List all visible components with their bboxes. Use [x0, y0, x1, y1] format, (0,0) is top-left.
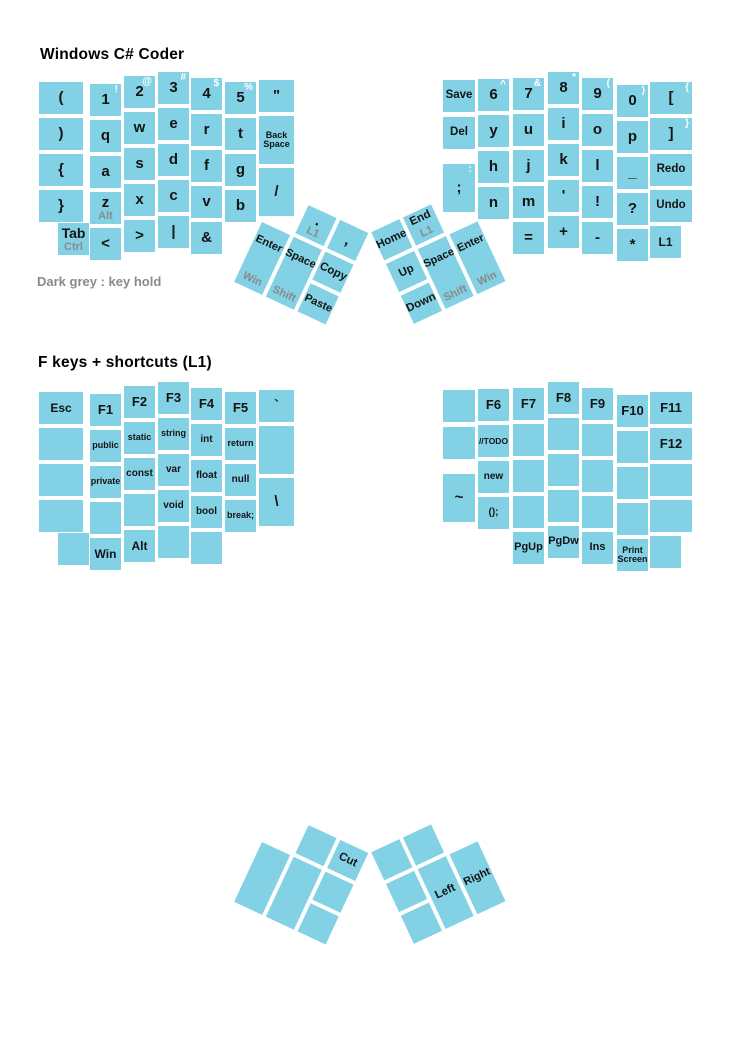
layer2-title: F keys + shortcuts (L1)	[38, 354, 212, 371]
key-blank	[617, 431, 648, 463]
key-label: )	[58, 125, 64, 143]
key-label: static	[127, 432, 152, 443]
key-s	[124, 148, 155, 180]
key-label: -	[595, 229, 600, 247]
key-ampersand	[191, 222, 222, 254]
key-label: i	[561, 115, 566, 133]
key-hold-label: Ctrl	[64, 241, 83, 253]
key-label: k	[559, 151, 568, 169]
key-label: |	[171, 223, 176, 241]
key-label: Print Screen	[617, 544, 648, 564]
key-label: 0	[628, 92, 637, 110]
layer1-title: Windows C# Coder	[40, 46, 185, 63]
key-w	[124, 112, 155, 144]
key-shift-label: (	[606, 78, 610, 89]
key-backslash	[259, 478, 294, 526]
key-del	[443, 117, 475, 149]
key-u	[513, 114, 544, 146]
key-public	[90, 430, 121, 462]
key-e	[158, 108, 189, 140]
key-label: j	[526, 157, 531, 175]
key-blank	[191, 532, 222, 564]
key-label: n	[488, 194, 499, 212]
key-ins	[582, 532, 613, 564]
key-label: Down	[404, 290, 438, 315]
key-blank	[90, 502, 121, 534]
key-label: F1	[97, 402, 114, 418]
key-t	[225, 118, 256, 150]
key-label: Redo	[656, 163, 686, 176]
key-label: +	[559, 223, 568, 241]
key-label: d	[168, 151, 179, 169]
key-shift-label: }	[685, 118, 689, 129]
key-label: s	[135, 155, 144, 173]
key-label: private	[90, 476, 121, 487]
key-f	[191, 150, 222, 182]
key-3	[158, 72, 189, 104]
key-label: p	[627, 128, 638, 146]
key-f5	[225, 392, 256, 424]
key-brace-close	[39, 190, 83, 222]
key-float	[191, 460, 222, 492]
key-string	[158, 418, 189, 450]
key-2	[124, 76, 155, 108]
key-hold-label: Shift	[270, 283, 298, 305]
key-8	[548, 72, 579, 104]
key-label: ();	[488, 506, 499, 518]
key-f2	[124, 386, 155, 418]
key-f11	[650, 392, 692, 424]
key-tilde	[443, 474, 475, 522]
key-label: 4	[202, 85, 211, 103]
key-label: new	[483, 470, 504, 482]
key-label: F5	[232, 400, 249, 416]
key-label: PgDw	[548, 535, 579, 548]
key-label: w	[133, 119, 146, 137]
key-shift-label: %	[244, 82, 253, 93]
key-esc	[39, 392, 83, 424]
key-slash	[259, 168, 294, 216]
key-label: Esc	[50, 400, 72, 415]
key-blank	[513, 460, 544, 492]
key-hold-label: L1	[304, 224, 322, 241]
key-label: F12	[659, 436, 683, 452]
key-apostrophe	[548, 180, 579, 212]
key-label: z	[101, 194, 110, 211]
key-p	[617, 121, 648, 153]
key-label: var	[165, 463, 181, 475]
legend-key-hold: Dark grey : key hold	[37, 274, 162, 289]
key-shift-label: *	[572, 72, 576, 83]
key-0	[617, 85, 648, 117]
key-label: h	[488, 158, 499, 176]
key-f4	[191, 388, 222, 420]
key-l1	[650, 226, 681, 258]
key-label: F9	[589, 396, 606, 412]
key-label: o	[592, 121, 603, 139]
key-label: Tab	[61, 225, 86, 241]
key-todo	[478, 425, 509, 457]
key-label: *	[629, 236, 636, 254]
key-label: Right	[461, 865, 493, 889]
key-label: PgUp	[514, 541, 543, 554]
key-shift-label: #	[180, 72, 186, 83]
key-alt	[124, 530, 155, 562]
key-label: int	[200, 433, 213, 445]
key-undo	[650, 190, 692, 222]
key-1	[90, 84, 121, 116]
key-double-quote	[259, 80, 294, 112]
key-blank	[158, 526, 189, 558]
key-greater-than	[124, 220, 155, 252]
key-var	[158, 454, 189, 486]
key-label: Copy	[317, 259, 349, 283]
key-print-screen	[617, 539, 648, 571]
key-label: const	[126, 467, 153, 479]
key-label: bool	[195, 505, 218, 517]
key-label: public	[92, 440, 119, 451]
key-exclamation	[582, 186, 613, 218]
key-label: Paste	[302, 291, 335, 315]
key-label: u	[523, 121, 534, 139]
key-label: 6	[489, 86, 498, 104]
key-label: l	[595, 157, 600, 175]
key-label: f	[204, 157, 209, 175]
key-x	[124, 184, 155, 216]
key-label: v	[202, 193, 211, 211]
key-label: g	[235, 161, 246, 179]
key-bracket-open	[650, 82, 692, 114]
key-blank	[650, 536, 681, 568]
key-label: F4	[198, 396, 215, 412]
key-shift-label: !	[114, 84, 118, 95]
key-4	[191, 78, 222, 110]
key-tab	[58, 223, 89, 255]
key-label: F8	[555, 390, 572, 406]
key-blank	[650, 464, 692, 496]
key-parens-semicolon	[478, 497, 509, 529]
key-q	[90, 120, 121, 152]
key-return	[225, 428, 256, 460]
key-plus	[548, 216, 579, 248]
key-blank	[39, 428, 83, 460]
key-label: Space	[283, 246, 318, 272]
key-label: t	[238, 125, 243, 143]
key-semicolon	[443, 164, 475, 212]
key-blank	[548, 490, 579, 522]
key-label: >	[135, 227, 144, 245]
key-shift-label: {	[685, 82, 689, 93]
key-shift-label: $	[213, 78, 219, 89]
key-label: y	[489, 122, 498, 140]
key-label: 5	[236, 89, 245, 107]
key-label: Alt	[131, 538, 148, 553]
key-label: Enter	[253, 232, 285, 256]
key-label: ?	[627, 200, 638, 218]
key-label: F10	[621, 403, 644, 419]
key-label: void	[163, 499, 184, 511]
key-l	[582, 150, 613, 182]
key-pgup	[513, 532, 544, 564]
key-f12	[650, 428, 692, 460]
key-shift-label: @	[142, 76, 152, 87]
key-brace-open	[39, 154, 83, 186]
key-pgdw	[548, 526, 579, 558]
key-const	[124, 458, 155, 490]
key-paren-open	[39, 82, 83, 114]
key-label: Cut	[336, 850, 360, 870]
key-label: c	[169, 187, 178, 205]
key-label: F2	[131, 394, 148, 410]
key-label: End	[407, 208, 433, 229]
key-label: .	[312, 212, 324, 230]
key-label: Ins	[589, 541, 606, 554]
key-label: Home	[374, 226, 409, 252]
key-label: a	[101, 163, 110, 181]
key-label: Win	[94, 546, 117, 561]
key-y	[478, 115, 509, 147]
key-label: Left	[433, 881, 458, 902]
key-label: !	[595, 193, 600, 211]
key-k	[548, 144, 579, 176]
key-f1	[90, 394, 121, 426]
key-shift-label: )	[641, 85, 645, 96]
key-label: Back Space	[263, 129, 290, 149]
key-label: F6	[485, 397, 502, 413]
key-m	[513, 186, 544, 218]
key-bool	[191, 496, 222, 528]
key-r	[191, 114, 222, 146]
key-blank	[582, 424, 613, 456]
key-label: Space	[421, 245, 457, 271]
key-shift-label: &	[533, 78, 541, 89]
key-blank	[650, 500, 692, 532]
key-minus	[582, 222, 613, 254]
key-label: F11	[660, 400, 682, 416]
key-label: //TODO	[478, 435, 509, 446]
key-hold-label: Win	[475, 268, 499, 289]
key-question	[617, 193, 648, 225]
key-label: e	[169, 115, 178, 133]
key-underscore	[617, 157, 648, 189]
key-pipe	[158, 216, 189, 248]
key-equals	[513, 222, 544, 254]
key-label: '	[561, 187, 566, 205]
key-label: ]	[668, 125, 674, 143]
key-static	[124, 422, 155, 454]
key-c	[158, 180, 189, 212]
key-9	[582, 78, 613, 110]
key-label: float	[195, 469, 218, 481]
key-blank	[39, 464, 83, 496]
key-a	[90, 156, 121, 188]
key-label: \	[274, 493, 279, 511]
key-label: `	[274, 397, 279, 415]
key-label: 7	[524, 85, 533, 103]
key-label: L1	[658, 234, 673, 249]
key-blank	[582, 460, 613, 492]
key-f3	[158, 382, 189, 414]
key-blank	[513, 424, 544, 456]
key-label: F3	[165, 390, 182, 406]
key-label: "	[272, 87, 281, 105]
key-label: [	[668, 89, 674, 107]
key-save	[443, 80, 475, 112]
key-label: q	[100, 127, 111, 145]
key-blank	[548, 454, 579, 486]
key-back-space	[259, 116, 294, 164]
key-shift-label: ^	[500, 79, 506, 90]
key-label: {	[58, 161, 64, 179]
key-blank	[443, 390, 475, 422]
key-label: Save	[445, 89, 473, 102]
key-blank	[259, 426, 294, 474]
key-break	[225, 500, 256, 532]
key-hold-label: Shift	[441, 282, 470, 305]
key-label: r	[203, 121, 210, 139]
key-label: 1	[101, 91, 110, 109]
key-h	[478, 151, 509, 183]
key-blank	[548, 418, 579, 450]
key-label: 3	[169, 79, 178, 97]
key-win	[90, 538, 121, 570]
key-label: m	[521, 193, 536, 211]
key-label: null	[231, 473, 250, 485]
key-blank	[443, 427, 475, 459]
key-backtick	[259, 390, 294, 422]
key-label: }	[58, 197, 64, 215]
key-label: /	[274, 183, 279, 201]
key-int	[191, 424, 222, 456]
key-blank	[617, 503, 648, 535]
key-redo	[650, 154, 692, 186]
key-label: b	[235, 197, 246, 215]
key-5	[225, 82, 256, 114]
key-f10	[617, 395, 648, 427]
key-label: _	[628, 164, 637, 182]
key-f9	[582, 388, 613, 420]
key-o	[582, 114, 613, 146]
key-label: ,	[342, 231, 354, 249]
key-blank	[513, 496, 544, 528]
key-i	[548, 108, 579, 140]
key-f6	[478, 389, 509, 421]
key-7	[513, 78, 544, 110]
key-label: Del	[450, 126, 468, 139]
key-hold-label: Alt	[98, 210, 113, 222]
key-hold-label: Win	[240, 269, 265, 289]
key-b	[225, 190, 256, 222]
key-blank	[582, 496, 613, 528]
key-g	[225, 154, 256, 186]
key-label: Up	[396, 262, 416, 280]
key-d	[158, 144, 189, 176]
key-v	[191, 186, 222, 218]
key-label: x	[135, 191, 144, 209]
key-label: ;	[456, 179, 462, 197]
key-n	[478, 187, 509, 219]
key-hold-label: L1	[418, 223, 436, 240]
key-label: return	[227, 438, 254, 449]
key-f7	[513, 388, 544, 420]
key-f8	[548, 382, 579, 414]
key-label: Undo	[656, 199, 686, 212]
key-label: ~	[454, 489, 464, 507]
key-label: (	[58, 89, 64, 107]
key-j	[513, 150, 544, 182]
key-new	[478, 461, 509, 493]
key-label: Enter	[455, 231, 486, 255]
key-label: F7	[520, 396, 537, 412]
key-label: break;	[226, 510, 254, 521]
key-label: string	[160, 428, 186, 439]
key-z	[90, 192, 121, 224]
key-blank	[124, 494, 155, 526]
key-label: =	[524, 229, 533, 247]
key-null	[225, 464, 256, 496]
key-bracket-close	[650, 118, 692, 150]
key-label: 9	[593, 85, 602, 103]
key-void	[158, 490, 189, 522]
key-label: <	[101, 235, 110, 253]
key-label: 8	[559, 79, 568, 97]
key-blank	[617, 467, 648, 499]
key-label: &	[201, 229, 212, 247]
key-asterisk	[617, 229, 648, 261]
key-paren-close	[39, 118, 83, 150]
key-6	[478, 79, 509, 111]
key-shift-label: :	[468, 164, 472, 175]
key-label: 2	[135, 83, 144, 101]
key-private	[90, 466, 121, 498]
key-blank	[39, 500, 83, 532]
key-blank	[58, 533, 89, 565]
key-less-than	[90, 228, 121, 260]
